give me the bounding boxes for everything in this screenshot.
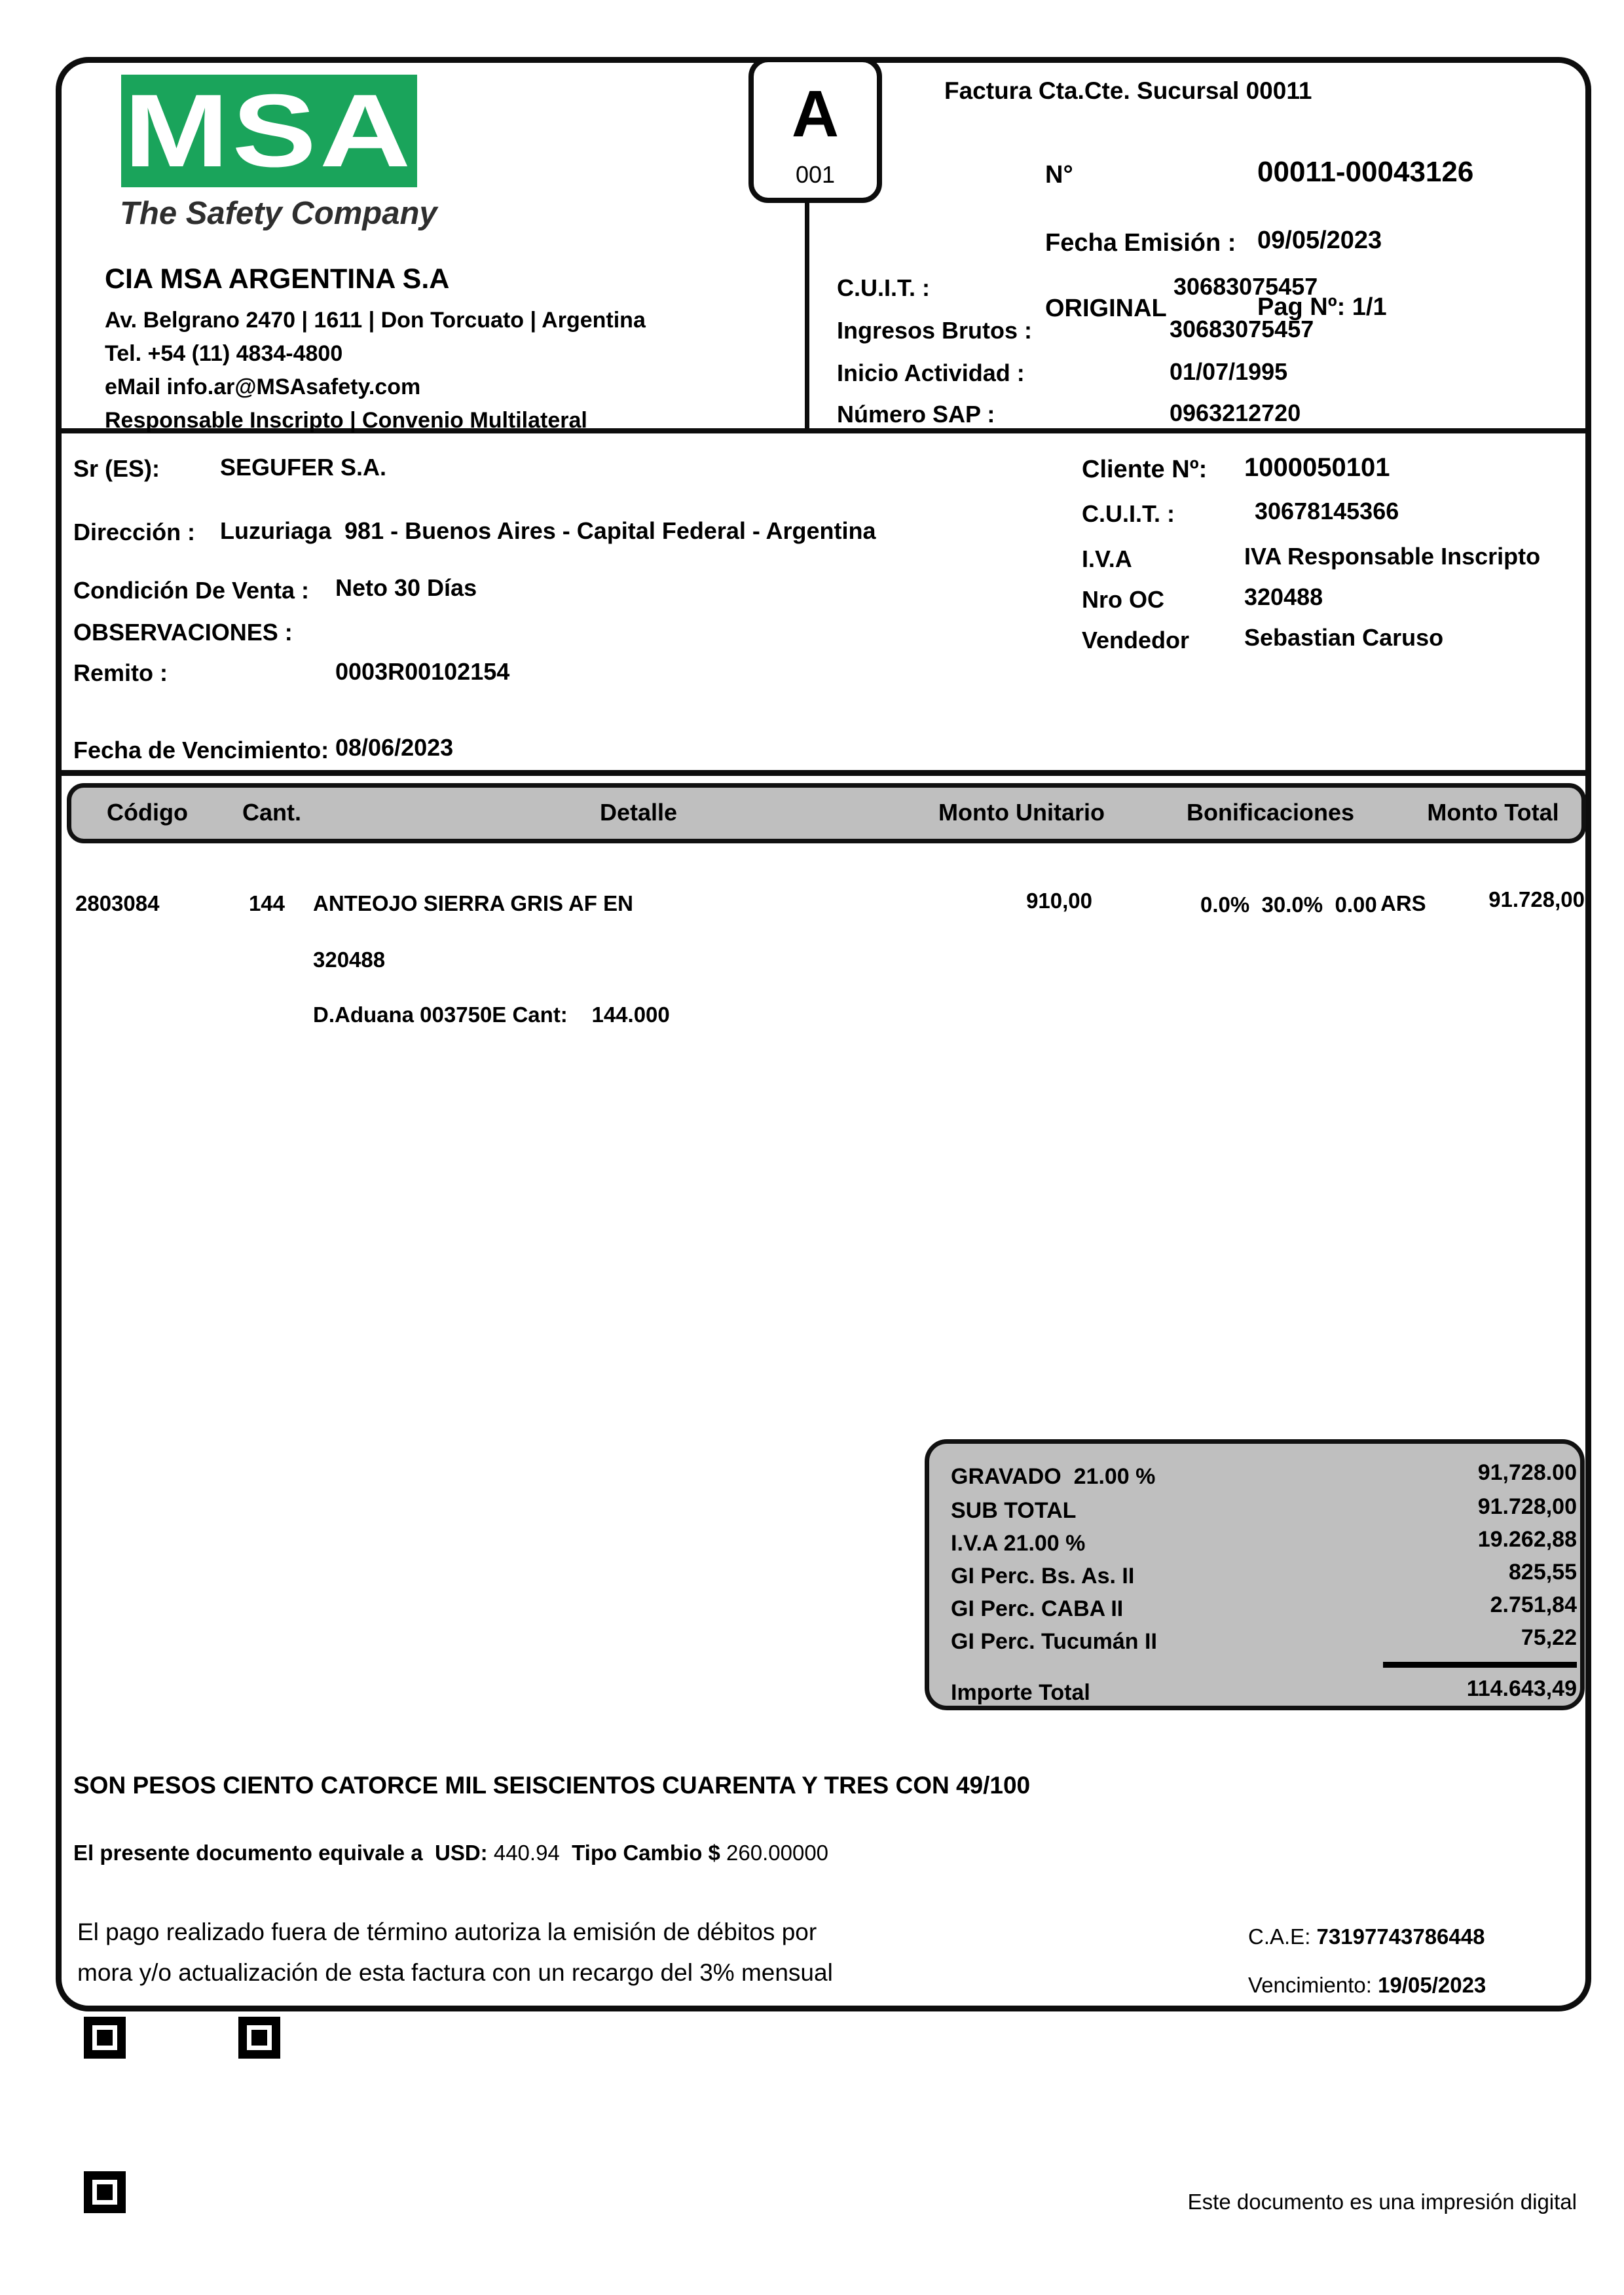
cae-due-label: Vencimiento: (1248, 1973, 1372, 1997)
client-iva-label: I.V.A (1082, 545, 1132, 572)
item-bonus: 0.0% 30.0% 0.00 (1200, 892, 1377, 917)
item-detail-line3: D.Aduana 003750E Cant: 144.000 (313, 1002, 670, 1027)
totals-row-value: 19.262,88 (1477, 1527, 1577, 1552)
invoice-number: 00011-00043126 (1257, 156, 1474, 188)
usd-label: USD: (435, 1841, 488, 1865)
sap-number: 0963212720 (1170, 399, 1301, 426)
invoice-type-code: 001 (795, 161, 836, 188)
qr-code (84, 2017, 280, 2213)
seller-cuit: 30683075457 (1173, 273, 1318, 300)
sale-condition: Neto 30 Días (335, 574, 477, 601)
issue-date: 09/05/2023 (1257, 227, 1382, 254)
amount-in-words: SON PESOS CIENTO CATORCE MIL SEISCIENTOS CUARENTA Y TRES CON 49/100 (73, 1772, 1031, 1799)
invoice-number-label: N° (1045, 161, 1073, 189)
totals-row-value: 825,55 (1509, 1560, 1577, 1585)
cae-due-line (1248, 1974, 1486, 1998)
cae-line (1248, 1925, 1485, 1949)
client-oc: 320488 (1244, 583, 1323, 610)
client-iva: IVA Responsable Inscripto (1244, 543, 1541, 570)
item-unit-price: 910,00 (1026, 889, 1092, 913)
client-oc-label: Nro OC (1082, 586, 1164, 613)
original-label: ORIGINAL (1045, 295, 1167, 322)
col-header-unit: Monto Unitario (938, 799, 1105, 826)
activity-start-label: Inicio Actividad : (837, 359, 1025, 386)
col-header-detail: Detalle (599, 799, 678, 826)
client-vendor-label: Vendedor (1082, 627, 1190, 653)
late-payment-note-line1: El pago realizado fuera de término autoriza la emisión de débitos por (77, 1919, 817, 1945)
col-header-bonus: Bonificaciones (1186, 799, 1355, 826)
totals-row-value: 75,22 (1521, 1625, 1577, 1650)
qr-finder-icon (84, 2017, 126, 2059)
grand-total-value: 114.643,49 (1466, 1676, 1577, 1701)
client-cuit: 30678145366 (1255, 498, 1399, 524)
totals-row-value: 91.728,00 (1477, 1494, 1577, 1519)
table-divider (56, 770, 1591, 776)
msa-logo-text: MSA (124, 75, 415, 187)
item-detail-line1: ANTEOJO SIERRA GRIS AF EN (313, 891, 633, 915)
digital-print-note: Este documento es una impresión digital (1187, 2190, 1577, 2214)
totals-row-value: 2.751,84 (1490, 1592, 1577, 1617)
remito-label: Remito : (73, 659, 168, 686)
item-code: 2803084 (75, 891, 160, 915)
client-address: Luzuriaga 981 - Buenos Aires - Capital Federal - Argentina (220, 517, 876, 544)
cae-number: 73197743786448 (1316, 1924, 1485, 1949)
invoice-type-letter: A (791, 77, 840, 151)
client-vendor: Sebastian Caruso (1244, 624, 1444, 651)
due-date: 08/06/2023 (335, 734, 454, 761)
client-name: SEGUFER S.A. (220, 454, 387, 481)
client-cuit-label: C.U.I.T. : (1082, 500, 1175, 527)
client-number: 1000050101 (1244, 453, 1390, 482)
cae-due-date: 19/05/2023 (1378, 1973, 1486, 1997)
qr-finder-icon (238, 2017, 280, 2059)
equivalence-prefix: El presente documento equivale a (73, 1841, 423, 1865)
invoice-type-box (748, 57, 882, 203)
totals-row-label: GI Perc. CABA II (951, 1596, 1124, 1621)
client-address-label: Dirección : (73, 519, 196, 545)
totals-row-label: GI Perc. Tucumán II (951, 1629, 1157, 1654)
seller-address: Av. Belgrano 2470 | 1611 | Don Torcuato | Argentina (105, 308, 646, 333)
item-detail-line2: 320488 (313, 947, 386, 972)
seller-phone: Tel. +54 (11) 4834-4800 (105, 341, 343, 366)
sale-condition-label: Condición De Venta : (73, 577, 310, 604)
col-header-total: Monto Total (1427, 799, 1559, 826)
seller-iibb-label: Ingresos Brutos : (837, 317, 1033, 344)
seller-tax-status: Responsable Inscripto | Convenio Multilateral (105, 408, 587, 433)
usd-value: 440.94 (493, 1841, 560, 1865)
issue-date-label: Fecha Emisión : (1045, 229, 1236, 257)
item-qty: 144 (248, 891, 285, 915)
page-number: Pag Nº: 1/1 (1257, 293, 1387, 321)
qr-finder-icon (84, 2171, 126, 2213)
client-sr-label: Sr (ES): (73, 455, 160, 482)
totals-underline (1383, 1662, 1577, 1668)
seller-email: eMail info.ar@MSAsafety.com (105, 375, 421, 399)
grand-total-label: Importe Total (951, 1680, 1090, 1705)
logo-tagline: The Safety Company (120, 196, 437, 231)
col-header-qty: Cant. (242, 799, 301, 826)
item-currency: ARS (1380, 891, 1426, 915)
late-payment-note-line2: mora y/o actualización de esta factura con un recargo del 3% mensual (77, 1959, 833, 1986)
remito-number: 0003R00102154 (335, 658, 510, 685)
totals-row-label: GI Perc. Bs. As. II (951, 1564, 1135, 1588)
fx-label: Tipo Cambio $ (572, 1841, 720, 1865)
col-header-code: Código (107, 799, 188, 826)
seller-name: CIA MSA ARGENTINA S.A (105, 263, 450, 295)
client-number-label: Cliente Nº: (1082, 456, 1208, 483)
activity-start: 01/07/1995 (1170, 358, 1288, 385)
totals-row-label: SUB TOTAL (951, 1498, 1077, 1523)
seller-cuit-label: C.U.I.T. : (837, 274, 930, 301)
due-date-label: Fecha de Vencimiento: (73, 737, 329, 763)
seller-iibb: 30683075457 (1170, 316, 1314, 342)
item-total: 91.728,00 (1488, 887, 1585, 911)
invoice-title: Factura Cta.Cte. Sucursal 00011 (944, 77, 1312, 104)
totals-row-label: I.V.A 21.00 % (951, 1531, 1086, 1556)
cae-label: C.A.E: (1248, 1924, 1311, 1949)
fx-value: 260.00000 (726, 1841, 829, 1865)
totals-row-value: 91,728.00 (1477, 1460, 1577, 1485)
observations-label: OBSERVACIONES : (73, 619, 293, 646)
msa-logo (121, 75, 417, 187)
totals-row-label: GRAVADO 21.00 % (951, 1464, 1156, 1489)
sap-number-label: Número SAP : (837, 401, 995, 428)
equivalence-line (73, 1841, 828, 1865)
invoice-type-stem (805, 202, 809, 430)
